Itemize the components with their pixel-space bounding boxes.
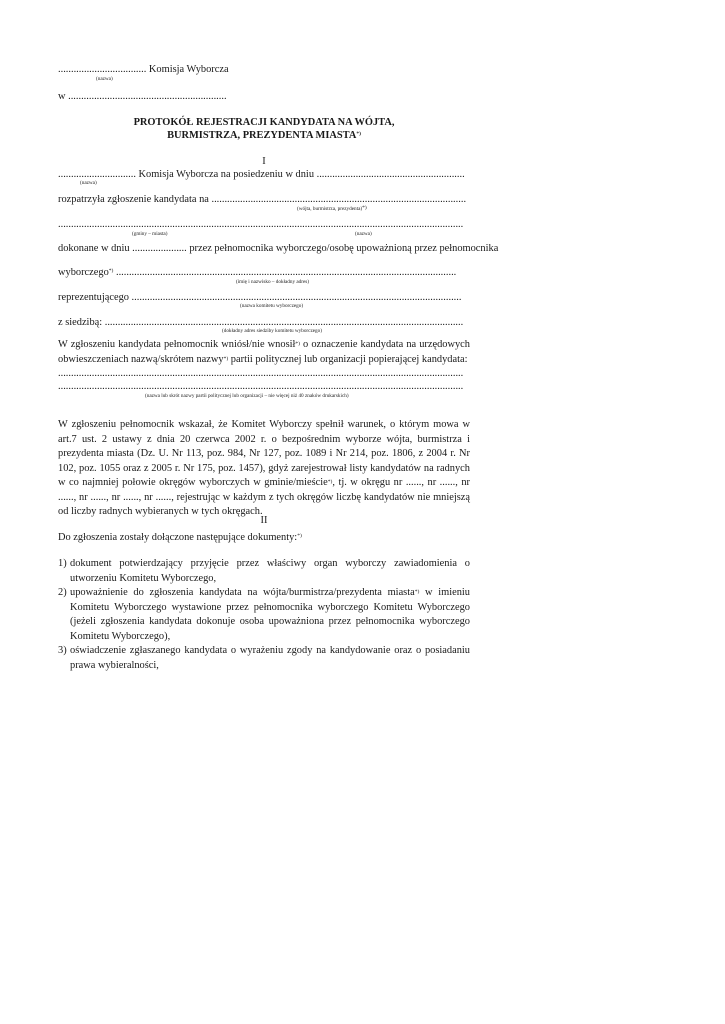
municipality-caption: (gminy – miasta) [132,231,168,237]
list-item: 1) dokument potwierdzający przyjęcie przez właściwy organ wyborczy zawiadomienia o utworzeniu Komitetu Wyborczego, [58,558,470,584]
meeting-name-caption: (nazwa) [80,180,97,186]
condition-paragraph: W zgłoszeniu pełnomocnik wskazał, że Komitet Wyborczy spełnił warunek, o którym mowa w art.7 ust. 2 ustawy z dnia 20 czerwca 2002 r. o bezpośrednim wyborze wójta, burmistrza i prezydenta miasta (Dz. U. Nr 113, poz. 984, Nr 127, poz. 1089 i Nr 214, poz. 1806, z 2004 r. Nr 102, poz. 1055 oraz z 2005 r. Nr 175, poz. 1457), gdyż zarejestrował listy kandydatów na radnych w co najmniej połowie okręgów wyborczych w gminie/mieście*), tj. w okręgu nr ......, nr ......, nr ......, nr ......, nr ......, nr ......, rejestrując w każdym z tych okręgów liczbę kandydatów nie mniejszą od liczby radnych wybieranych w tych okręgach. [58,419,470,517]
committee-caption: (nazwa komitetu wyborczego) [240,303,304,309]
candidate-office-line: rozpatrzyła zgłoszenie kandydata na .................................................................................................. [58,194,467,205]
party-name-dots-line2: ............................................................................................................................................................ [58,381,464,392]
candidate-office-caption: (wójta, burmistrza, prezydenta)*) [297,205,367,212]
list-item: 3) oświadczenie zgłaszanego kandydata o wyrażeniu zgody na kandydowanie oraz o posiadaniu prawa wybieralności, [58,645,470,671]
attachments-intro: Do zgłoszenia zostały dołączone następujące dokumenty:*) [58,532,302,543]
section-numeral-2: II [260,515,268,526]
commission-name-caption: (nazwa) [96,76,113,82]
party-name-caption: (nazwa lub skrót nazwy partii politycznej lub organizacji – nie więcej niż 40 znaków drukarskich) [145,393,349,399]
committee-seat-line: z siedzibą: .......................................................................................................................................... [58,317,464,328]
party-designation-paragraph: W zgłoszeniu kandydata pełnomocnik wniósł/nie wnosił*) o oznaczenie kandydata na urzędowych obwieszczeniach nazwą/skrótem nazwy*) partii politycznej lub organizacji popierającej kandydata: [58,339,470,365]
meeting-date-line: .............................. Komisja Wyborcza na posiedzeniu w dniu ......................................................... [58,169,465,180]
submission-date-line: dokonane w dniu ..................... przez pełnomocnika wyborczego/osobę upoważnioną przez pełnomocnika [58,243,499,254]
agent-line: wyborczego*) ................................................................................................................................... [58,267,457,278]
committee-line: reprezentującego ............................................................................................................................... [58,292,462,303]
municipality-line: ............................................................................................................................................................ [58,219,464,230]
party-name-dots-line1: ............................................................................................................................................................ [58,368,464,379]
commission-name-line: .................................. Komisja Wyborcza [58,64,229,75]
document-title-line1: PROTOKÓŁ REJESTRACJI KANDYDATA NA WÓJTA, [133,117,395,128]
committee-seat-caption: (dokładny adres siedziby komitetu wyborczego) [222,328,322,334]
list-item: 2) upoważnienie do zgłoszenia kandydata na wójta/burmistrza/prezydenta miasta*) w imieniu Komitetu Wyborczego wystawione przez pełnomocnika wyborczego Komitetu Wyborczego (jeżeli zgłoszenia kandydata dokonuje osoba upoważniona przez pełnomocnika wyborczego Komitetu Wyborczego), [58,587,470,642]
title-footnote-mark: *) [356,131,361,137]
document-title-line2: BURMISTRZA, PREZYDENTA MIASTA*) [167,130,361,141]
location-line: w ............................................................. [58,91,227,102]
agent-caption: (imię i nazwisko – dokładny adres) [236,279,310,285]
section-numeral-1: I [262,156,266,167]
attachments-list [58,557,470,673]
municipality-name-caption: (nazwa) [355,231,372,237]
